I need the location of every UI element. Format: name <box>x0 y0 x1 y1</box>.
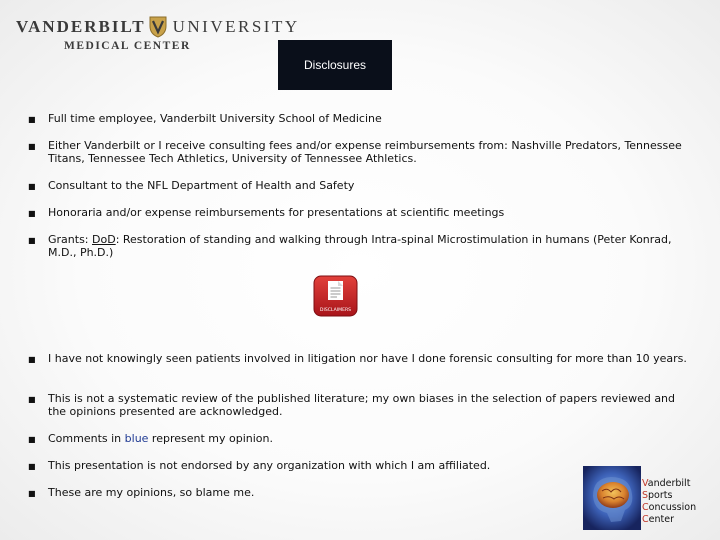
list-item <box>28 112 688 126</box>
bullet-marker: ■ <box>28 142 36 151</box>
list-item-text: I have not knowingly seen patients involved in litigation nor have I done forensic consulting for more than 10 years. <box>48 352 687 365</box>
bullet-marker: ■ <box>28 115 36 124</box>
bullet-marker: ■ <box>28 209 36 218</box>
vscc-line: Vanderbilt <box>642 478 691 489</box>
list-item-text: This is not a systematic review of the published literature; my own biases in the selection of papers reviewed and the opinions presented are acknowledged. <box>48 392 676 418</box>
bullet-marker: ■ <box>28 395 36 404</box>
dod-link[interactable]: DoD <box>92 233 116 246</box>
list-item <box>28 139 688 165</box>
list-item-text: Honoraria and/or expense reimbursements for presentations at scientific meetings <box>48 206 505 219</box>
logo-name-left: VANDERBILT <box>16 17 146 36</box>
logo-subtitle: MEDICAL CENTER <box>64 40 191 52</box>
comments-suffix: represent my opinion. <box>148 432 274 445</box>
bullet-marker: ■ <box>28 236 36 245</box>
list-item-text <box>48 233 688 259</box>
list-item <box>28 233 688 259</box>
bullet-marker: ■ <box>28 435 36 444</box>
disclaimers-icon <box>313 275 358 317</box>
blue-word: blue <box>124 432 149 445</box>
page-title: Disclosures <box>303 58 366 72</box>
list-item-text: These are my opinions, so blame me. <box>48 486 255 499</box>
list-item-text <box>48 432 688 446</box>
bullet-marker: ■ <box>28 489 36 498</box>
disclaimers-icon-label: DISCLAIMERS <box>319 308 352 313</box>
list-item-text: Full time employee, Vanderbilt University School of Medicine <box>48 112 382 125</box>
list-item <box>28 392 688 418</box>
vscc-line: Concussion <box>642 502 697 513</box>
list-item <box>28 179 688 193</box>
vscc-line: Sports <box>642 490 673 501</box>
grants-suffix: : Restoration of standing and walking through Intra-spinal Microstimulation in humans (Peter Konrad, M.D., Ph.D.) <box>48 233 672 259</box>
bullet-marker: ■ <box>28 182 36 191</box>
logo-name-right: UNIVERSITY <box>172 17 300 36</box>
vanderbilt-shield-icon <box>149 16 167 38</box>
list-item <box>28 432 688 446</box>
vscc-logo <box>583 466 703 530</box>
list-item <box>28 352 688 366</box>
list-item <box>28 206 688 220</box>
grants-prefix: Grants: <box>48 233 93 246</box>
bullet-marker: ■ <box>28 355 36 364</box>
list-item-text: This presentation is not endorsed by any organization with which I am affiliated. <box>48 459 491 472</box>
list-item-text: Either Vanderbilt or I receive consulting fees and/or expense reimbursements from: Nashville Predators, Tennessee Titans, Tennessee Tech Athletics, University of Tennessee Athletics. <box>48 139 682 165</box>
vanderbilt-medical-center-logo <box>16 14 300 60</box>
vscc-line: Center <box>642 514 674 525</box>
vscc-text <box>642 478 696 526</box>
comments-prefix: Comments in <box>48 432 125 445</box>
bullet-marker: ■ <box>28 462 36 471</box>
list-item-text: Consultant to the NFL Department of Health and Safety <box>48 179 355 192</box>
disclosures-title-box <box>278 40 392 90</box>
brain-icon <box>583 466 641 530</box>
